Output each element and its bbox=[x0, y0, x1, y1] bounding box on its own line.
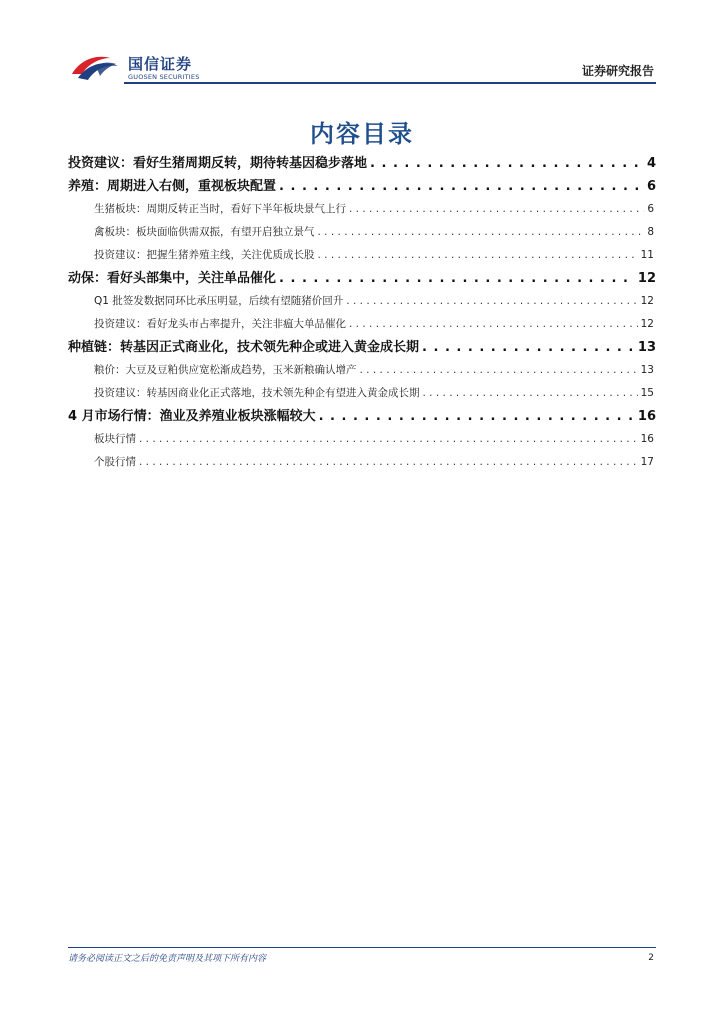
toc-dot-leader bbox=[423, 382, 638, 405]
toc-entry-page: 6 bbox=[647, 203, 654, 215]
logo-en-text: GUOSEN SECURITIES bbox=[128, 73, 200, 81]
toc-entry-q1-batch-data[interactable] bbox=[68, 290, 656, 313]
toc-entry-title: 投资建议：转基因商业化正式落地，技术领先种企有望进入黄金成长期 bbox=[94, 387, 420, 399]
toc-entry-page: 17 bbox=[640, 456, 654, 468]
toc-dot-leader bbox=[279, 267, 635, 290]
toc-entry-page: 12 bbox=[640, 318, 654, 330]
toc-entry-breeding-advice[interactable] bbox=[68, 244, 656, 267]
toc-entry-title: 动保：看好头部集中，关注单品催化 bbox=[68, 271, 277, 286]
toc-dot-leader bbox=[360, 359, 638, 382]
toc-entry-title: 板块行情 bbox=[94, 433, 136, 445]
toc-dot-leader bbox=[318, 221, 645, 244]
toc-entry-title: Q1 批签发数据同环比承压明显，后续有望随猪价回升 bbox=[94, 295, 344, 307]
toc-dot-leader bbox=[349, 198, 644, 221]
table-of-contents bbox=[68, 152, 656, 474]
toc-dot-leader bbox=[370, 152, 644, 175]
toc-entry-title: 4 月市场行情：渔业及养殖业板块涨幅较大 bbox=[68, 409, 316, 424]
toc-entry-gmo-advice[interactable] bbox=[68, 382, 656, 405]
report-type-label: 证券研究报告 bbox=[581, 64, 654, 78]
toc-entry-animal-health[interactable] bbox=[68, 267, 656, 290]
toc-entry-breeding[interactable] bbox=[68, 175, 656, 198]
toc-dot-leader bbox=[279, 175, 644, 198]
toc-entry-title: 投资建议：看好生猪周期反转，期待转基因稳步落地 bbox=[68, 156, 368, 171]
logo-cn-text: 国信证券 bbox=[128, 55, 193, 73]
toc-entry-page: 11 bbox=[640, 249, 654, 261]
toc-entry-page: 13 bbox=[640, 364, 654, 376]
footer-disclaimer: 请务必阅读正文之后的免责声明及其项下所有内容 bbox=[68, 954, 267, 964]
header-divider bbox=[124, 82, 656, 84]
toc-entry-page: 13 bbox=[637, 340, 656, 355]
page-number: 2 bbox=[648, 953, 654, 963]
guosen-logo bbox=[70, 50, 200, 84]
toc-entry-page: 8 bbox=[647, 226, 654, 238]
toc-dot-leader bbox=[422, 336, 635, 359]
toc-entry-page: 12 bbox=[640, 295, 654, 307]
toc-entry-hog-sector[interactable] bbox=[68, 198, 656, 221]
toc-entry-poultry-sector[interactable] bbox=[68, 221, 656, 244]
toc-entry-title: 生猪板块：周期反转正当时，看好下半年板块景气上行 bbox=[94, 203, 346, 215]
toc-entry-title: 种植链：转基因正式商业化，技术领先种企或进入黄金成长期 bbox=[68, 340, 420, 355]
toc-entry-page: 15 bbox=[640, 387, 654, 399]
toc-entry-investment-advice[interactable] bbox=[68, 152, 656, 175]
toc-entry-title: 投资建议：把握生猪养殖主线，关注优质成长股 bbox=[94, 249, 315, 261]
toc-dot-leader bbox=[139, 428, 638, 451]
toc-entry-page: 16 bbox=[640, 433, 654, 445]
toc-dot-leader bbox=[319, 405, 635, 428]
toc-entry-stock-market[interactable] bbox=[68, 451, 656, 474]
toc-dot-leader bbox=[139, 451, 638, 474]
toc-dot-leader bbox=[346, 290, 637, 313]
footer-divider bbox=[68, 947, 656, 948]
toc-entry-title: 粮价：大豆及豆粕供应宽松渐成趋势，玉米新粮确认增产 bbox=[94, 364, 357, 376]
guosen-logo-icon bbox=[70, 52, 120, 82]
toc-entry-animal-health-advice[interactable] bbox=[68, 313, 656, 336]
toc-entry-title: 投资建议：看好龙头市占率提升，关注非瘟大单品催化 bbox=[94, 318, 346, 330]
toc-entry-title: 个股行情 bbox=[94, 456, 136, 468]
toc-entry-page: 12 bbox=[637, 271, 656, 286]
toc-title: 内容目录 bbox=[310, 120, 414, 148]
toc-entry-title: 禽板块：板块面临供需双振，有望开启独立景气 bbox=[94, 226, 315, 238]
toc-entry-page: 16 bbox=[637, 409, 656, 424]
toc-entry-title: 养殖：周期进入右侧，重视板块配置 bbox=[68, 179, 277, 194]
toc-dot-leader bbox=[349, 313, 638, 336]
toc-entry-page: 4 bbox=[646, 156, 656, 171]
toc-entry-planting-chain[interactable] bbox=[68, 336, 656, 359]
toc-entry-sector-market[interactable] bbox=[68, 428, 656, 451]
toc-entry-april-market[interactable] bbox=[68, 405, 656, 428]
page-header bbox=[68, 50, 656, 84]
toc-entry-page: 6 bbox=[646, 179, 656, 194]
toc-dot-leader bbox=[318, 244, 638, 267]
toc-entry-grain-price[interactable] bbox=[68, 359, 656, 382]
